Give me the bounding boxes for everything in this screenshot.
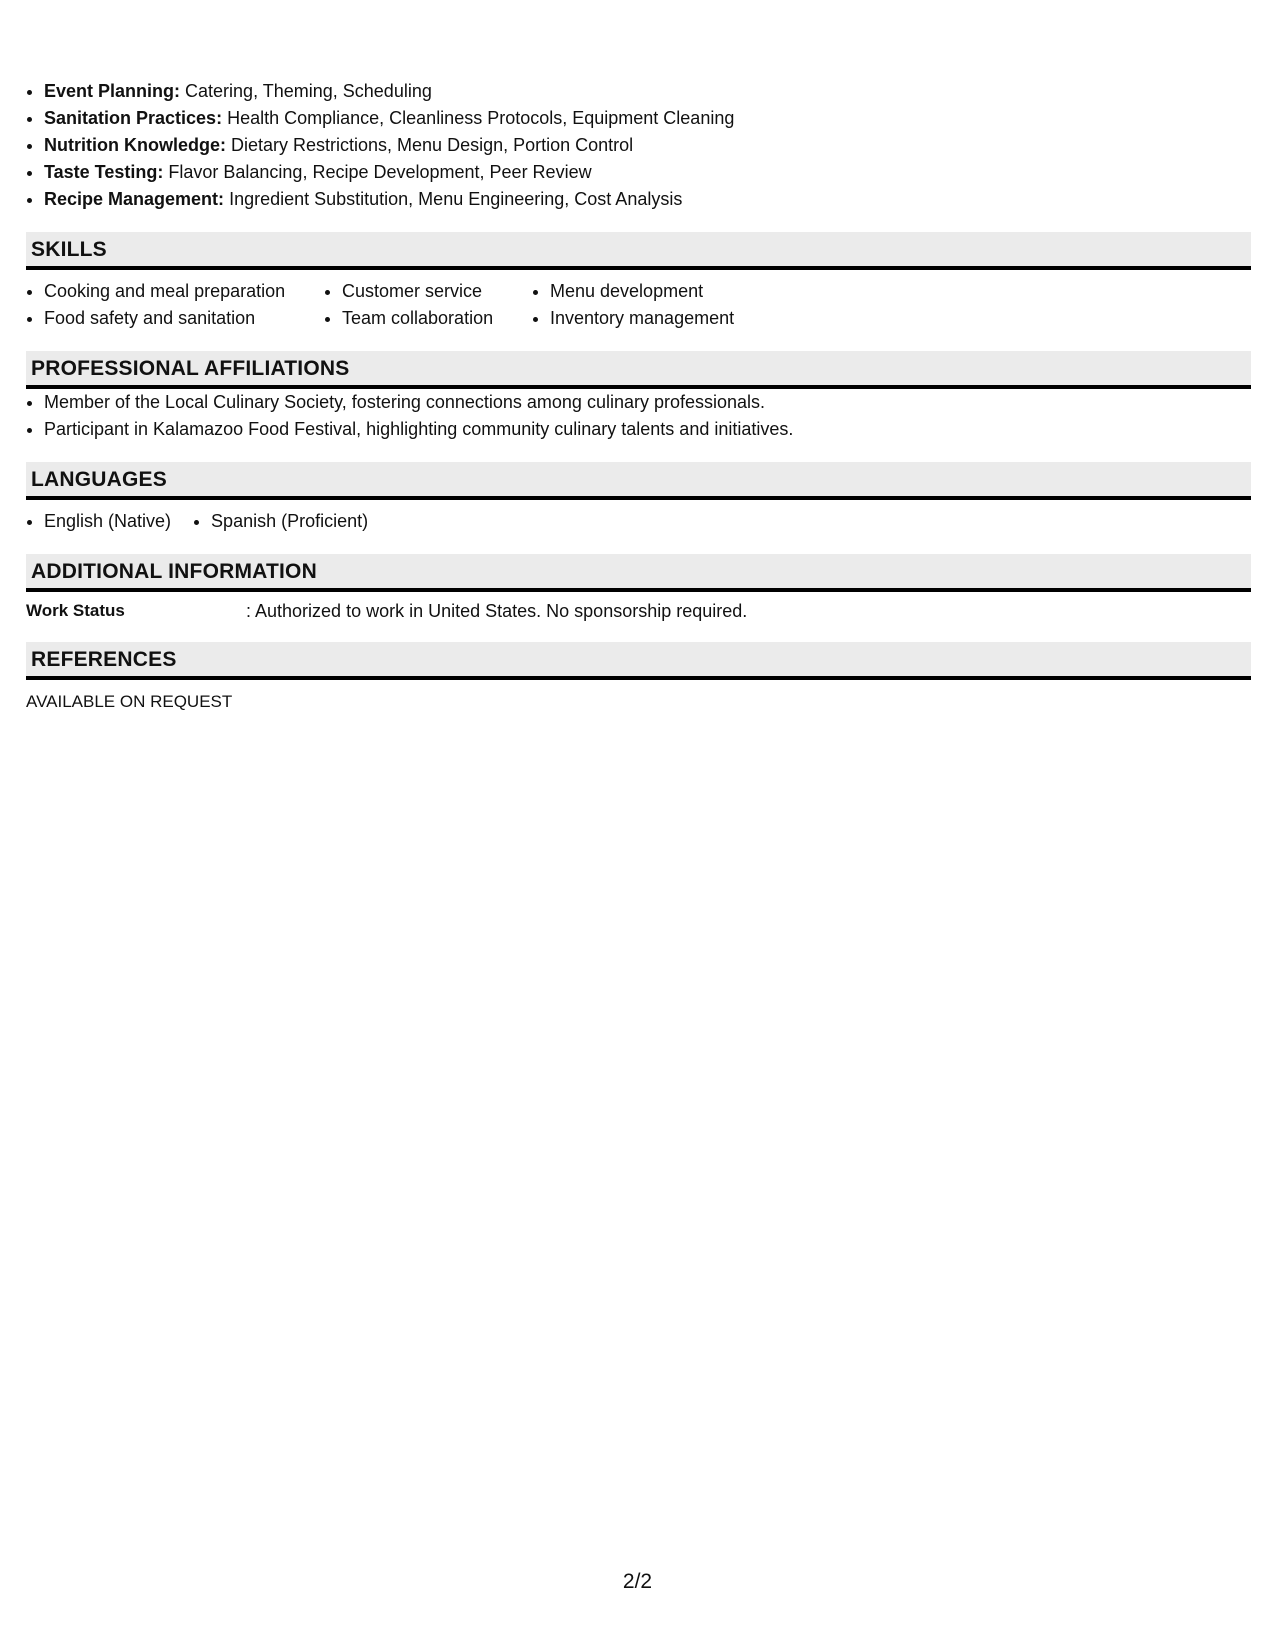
- work-status-row: [26, 599, 1251, 623]
- expertise-text: Health Compliance, Cleanliness Protocols, Equipment Cleaning: [227, 108, 735, 128]
- resume-page: [26, 78, 1251, 714]
- list-item: • Cooking and meal preparation: [44, 278, 322, 305]
- list-item: • Menu development: [550, 278, 850, 305]
- expertise-label: Taste Testing:: [44, 162, 164, 182]
- expertise-list: [26, 78, 1251, 213]
- expertise-label: Event Planning:: [44, 81, 181, 101]
- section-title: LANGUAGES: [31, 467, 167, 491]
- list-item: • English (Native): [44, 508, 171, 535]
- section-title: REFERENCES: [31, 647, 177, 671]
- list-item: • Customer service: [342, 278, 530, 305]
- additional-info-section-header: [26, 554, 1251, 592]
- work-status-value: : Authorized to work in United States. No sponsorship required.: [246, 601, 748, 621]
- expertise-text: Dietary Restrictions, Menu Design, Portion Control: [231, 135, 634, 155]
- list-item: [44, 132, 1251, 159]
- references-text: AVAILABLE ON REQUEST: [26, 692, 233, 711]
- work-status-label: Work Status: [26, 601, 125, 620]
- expertise-label: Recipe Management:: [44, 189, 225, 209]
- list-item: • Participant in Kalamazoo Food Festival, highlighting community culinary talents and initiatives.: [44, 416, 1251, 443]
- list-item: • Spanish (Proficient): [211, 508, 368, 535]
- section-title: PROFESSIONAL AFFILIATIONS: [31, 356, 350, 380]
- languages-column: [26, 508, 171, 535]
- skills-grid: [26, 278, 1251, 332]
- section-title: ADDITIONAL INFORMATION: [31, 559, 317, 583]
- affiliations-list: [26, 389, 1251, 443]
- page-number: 2/2: [622, 1570, 653, 1593]
- expertise-text: Ingredient Substitution, Menu Engineering, Cost Analysis: [229, 189, 683, 209]
- skills-section-header: [26, 232, 1251, 270]
- list-item: [44, 105, 1251, 132]
- languages-column: [171, 508, 368, 535]
- expertise-text: Catering, Theming, Scheduling: [185, 81, 432, 101]
- expertise-label: Sanitation Practices:: [44, 108, 223, 128]
- list-item: [44, 78, 1251, 105]
- list-item: • Food safety and sanitation: [44, 305, 322, 332]
- list-item: • Inventory management: [550, 305, 850, 332]
- languages-section-header: [26, 462, 1251, 500]
- expertise-text: Flavor Balancing, Recipe Development, Peer Review: [168, 162, 592, 182]
- references-section-header: [26, 642, 1251, 680]
- section-title: SKILLS: [31, 237, 107, 261]
- skills-column: [322, 278, 530, 332]
- list-item: [44, 186, 1251, 213]
- list-item: • Team collaboration: [342, 305, 530, 332]
- affiliations-section-header: [26, 351, 1251, 389]
- list-item: • Member of the Local Culinary Society, fostering connections among culinary professionals.: [44, 389, 1251, 416]
- expertise-label: Nutrition Knowledge:: [44, 135, 226, 155]
- skills-column: [26, 278, 322, 332]
- languages-list: [26, 508, 1251, 535]
- skills-column: [530, 278, 850, 332]
- list-item: [44, 159, 1251, 186]
